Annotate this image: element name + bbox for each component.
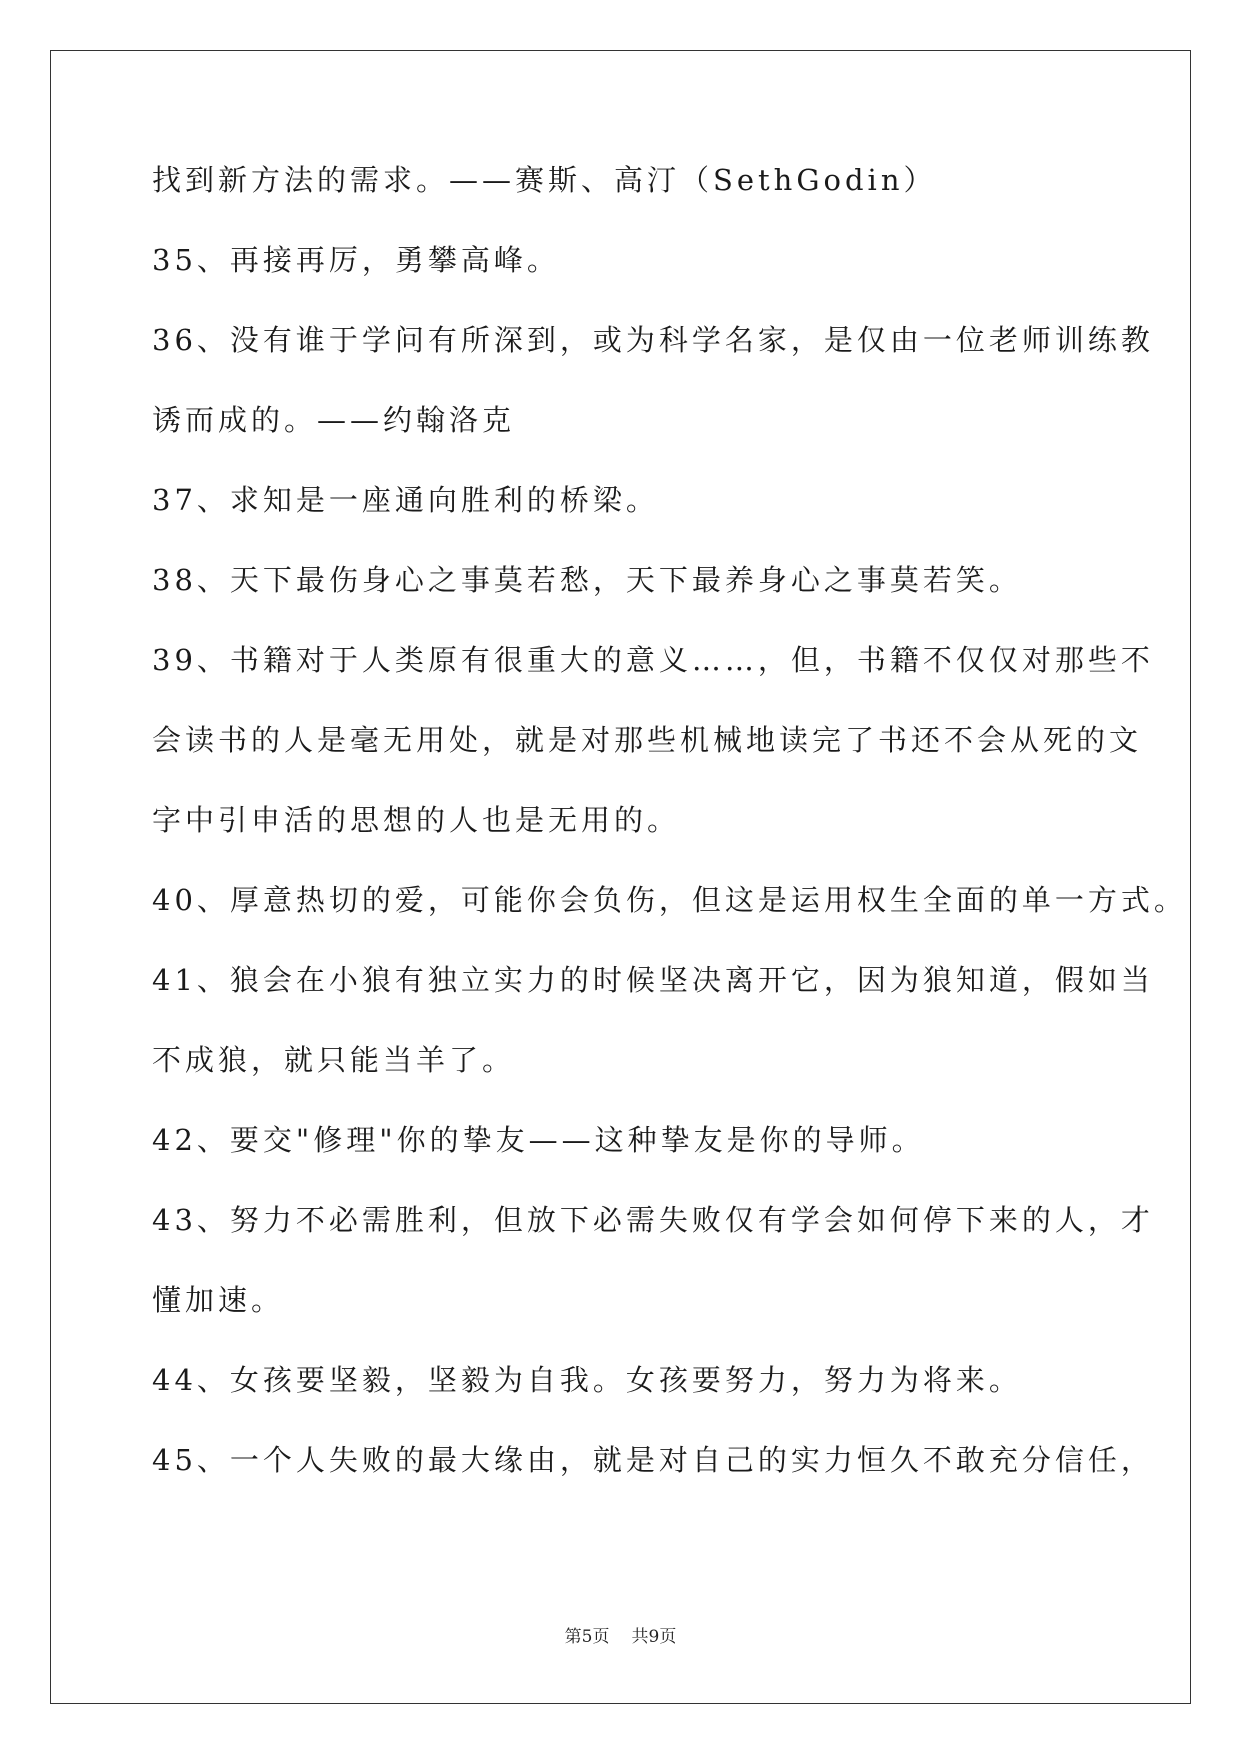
text-line: 43、努力不必需胜利，但放下必需失败仅有学会如何停下来的人，才 [152, 1203, 1154, 1237]
text-line: 找到新方法的需求。——赛斯、高汀（SethGodin） [152, 163, 937, 197]
text-line: 诱而成的。——约翰洛克 [152, 403, 516, 437]
text-line: 45、一个人失败的最大缘由，就是对自己的实力恒久不敢充分信任， [152, 1443, 1154, 1477]
text-line: 39、书籍对于人类原有很重大的意义……，但，书籍不仅仅对那些不 [152, 643, 1154, 677]
text-line: 懂加速。 [152, 1283, 285, 1317]
page-number: 第5页 [564, 1627, 610, 1647]
text-line: 字中引申活的思想的人也是无用的。 [152, 803, 681, 837]
text-line: 36、没有谁于学问有所深到，或为科学名家，是仅由一位老师训练教 [152, 323, 1154, 357]
text-line: 44、女孩要坚毅，坚毅为自我。女孩要努力，努力为将来。 [152, 1363, 1022, 1397]
text-line: 40、厚意热切的爱，可能你会负伤，但这是运用权生全面的单一方式。 [152, 883, 1187, 917]
text-line: 38、天下最伤身心之事莫若愁，天下最养身心之事莫若笑。 [152, 563, 1022, 597]
text-line: 会读书的人是毫无用处，就是对那些机械地读完了书还不会从死的文 [152, 723, 1143, 757]
page-footer [0, 1622, 1241, 1647]
text-line: 41、狼会在小狼有独立实力的时候坚决离开它，因为狼知道，假如当 [152, 963, 1154, 997]
text-line: 42、要交"修理"你的挚友——这种挚友是你的导师。 [152, 1123, 925, 1157]
text-line: 35、再接再厉，勇攀高峰。 [152, 243, 560, 277]
text-line: 不成狼，就只能当羊了。 [152, 1043, 516, 1077]
text-line: 37、求知是一座通向胜利的桥梁。 [152, 483, 659, 517]
page-total: 共9页 [631, 1627, 677, 1647]
